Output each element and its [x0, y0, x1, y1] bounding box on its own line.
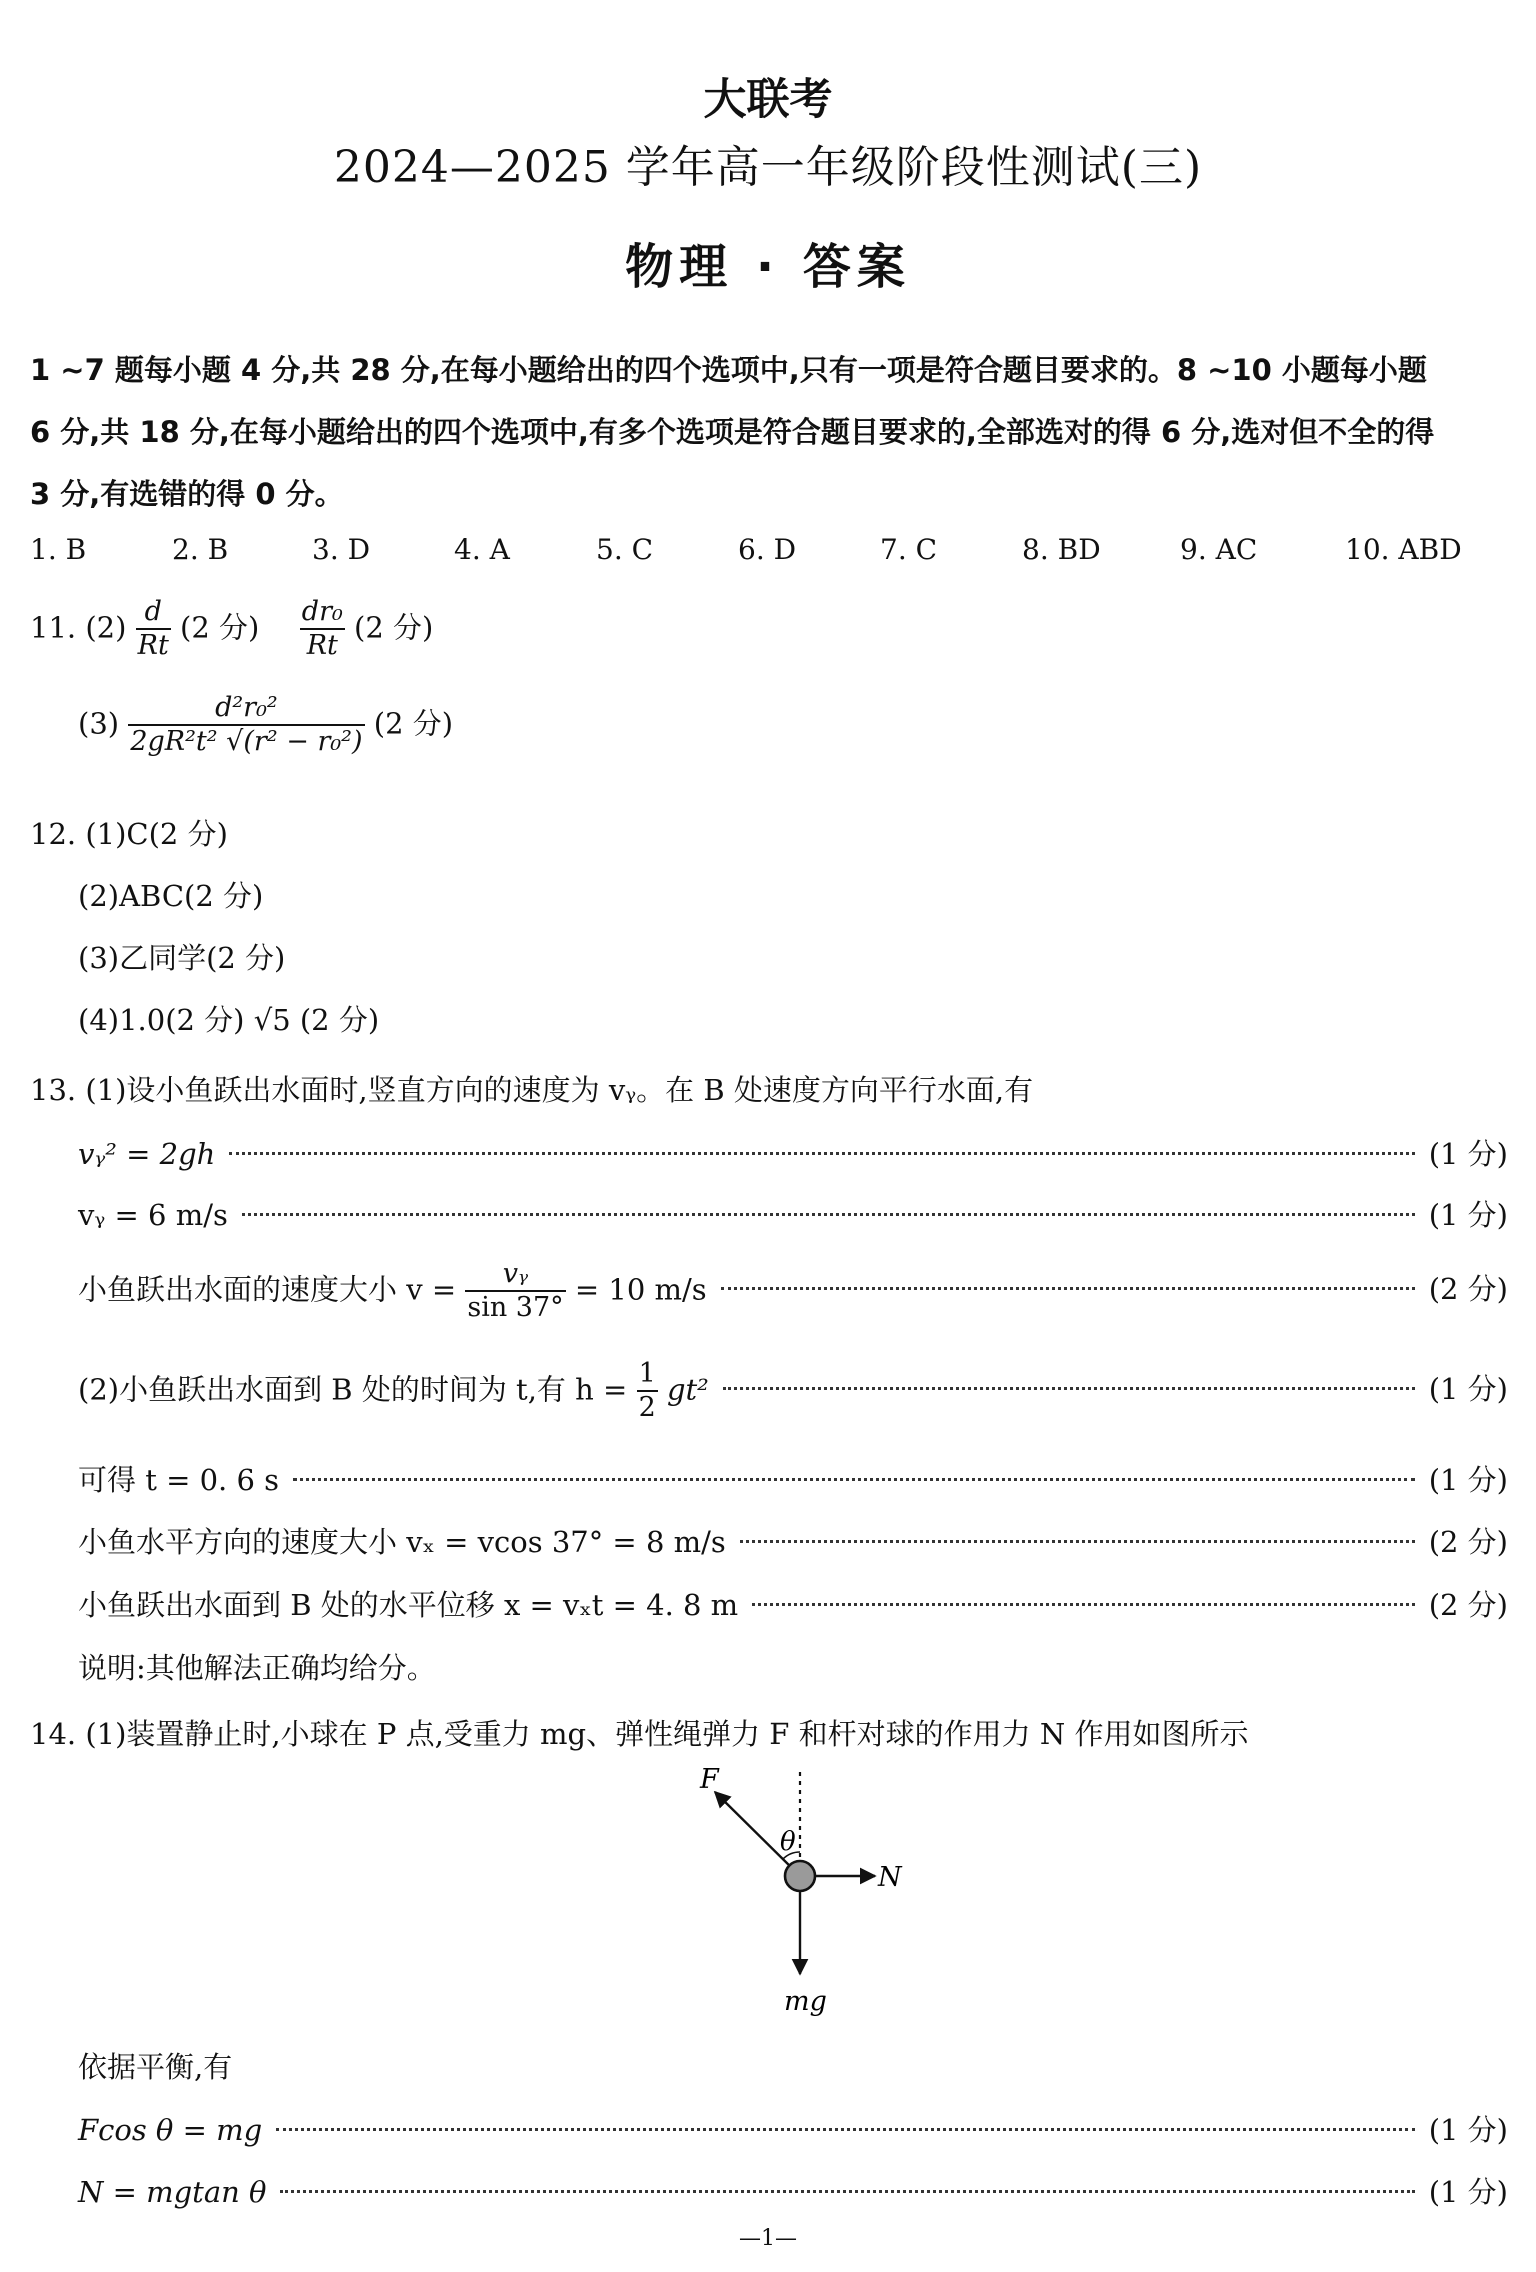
score: (1 分) [1428, 1137, 1508, 1171]
equation: Fcos θ = mg [78, 2113, 263, 2147]
score: (1 分) [1428, 2113, 1508, 2147]
q13-line-5 [78, 1458, 1508, 1499]
equation: vᵧ² = 2gh [78, 1137, 216, 1171]
instruction-line-3: 3 分,有选错的得 0 分。 [30, 477, 344, 511]
q11-part3-label: (3) [78, 706, 120, 741]
ball [785, 1861, 815, 1891]
org-title: 大联考 [703, 75, 833, 125]
choice-answer: 10. ABD [1345, 533, 1462, 566]
q13-line-7 [78, 1583, 1508, 1624]
q14-balance: 依据平衡,有 [78, 2050, 233, 2084]
dot-leader [280, 2190, 1414, 2193]
q11-fraction-2 [300, 596, 345, 663]
q13-note: 说明:其他解法正确均给分。 [78, 1651, 436, 1685]
equation: 小鱼水平方向的速度大小 vₓ = vcos 37° = 8 m/s [78, 1525, 726, 1559]
choice-answer: 2. B [172, 533, 229, 566]
equation: 可得 t = 0. 6 s [78, 1463, 280, 1497]
instruction-line-1: 1 ~7 题每小题 4 分,共 28 分,在每小题给出的四个选项中,只有一项是符合题目要求的。8 ~10 小题每小题 [30, 353, 1427, 387]
choice-answer: 5. C [596, 533, 654, 566]
choice-answer: 3. D [312, 533, 371, 566]
q14-line-1 [78, 2108, 1508, 2149]
dot-leader [242, 1213, 1415, 1216]
equation [78, 1358, 709, 1425]
dot-leader [721, 1287, 1415, 1290]
fraction-numerator: 1 [637, 1358, 658, 1392]
score: (2 分) [1428, 1272, 1508, 1307]
fraction-numerator: dr₀ [300, 596, 345, 630]
q12-part3: (3)乙同学(2 分) [78, 941, 286, 975]
dot-leader [293, 1478, 1415, 1481]
q11-part3 [78, 692, 453, 759]
page-number: —1— [739, 2226, 797, 2251]
q13-line-2 [78, 1193, 1508, 1234]
label-theta: θ [780, 1827, 796, 1857]
velocity-fraction [465, 1258, 565, 1325]
q13-line-1 [78, 1132, 1508, 1173]
q13-intro: 13. (1)设小鱼跃出水面时,竖直方向的速度为 vᵧ。在 B 处速度方向平行水面,有 [30, 1073, 1034, 1107]
subject-title: 物理 · 答案 [625, 239, 911, 295]
score: (1 分) [1428, 1463, 1508, 1497]
equation [78, 1258, 707, 1325]
q13-line-3 [78, 1258, 1508, 1325]
half-fraction [637, 1358, 658, 1425]
choice-answer: 7. C [880, 533, 938, 566]
fraction-denominator: 2gR²t² √(r² − r₀²) [130, 726, 363, 758]
score: (1 分) [1428, 2175, 1508, 2209]
q11-fraction-3 [128, 692, 364, 759]
score: (2 分) [1428, 1525, 1508, 1559]
label-mg: mg [784, 1986, 827, 2017]
score: (1 分) [1428, 1198, 1508, 1232]
q13-line-6 [78, 1520, 1508, 1561]
fraction-denominator: sin 37° [467, 1292, 564, 1324]
choice-answer: 6. D [738, 533, 797, 566]
equation-text: 小鱼跃出水面的速度大小 v = [78, 1272, 457, 1307]
dot-leader [740, 1540, 1415, 1543]
dot-leader [229, 1152, 1414, 1155]
instruction-line-2: 6 分,共 18 分,在每小题给出的四个选项中,有多个选项是符合题目要求的,全部选对的得 6 分,选对但不全的得 [30, 415, 1435, 449]
exam-title: 2024—2025 学年高一年级阶段性测试(三) [333, 142, 1203, 193]
q14-intro: 14. (1)装置静止时,小球在 P 点,受重力 mg、弹性绳弹力 F 和杆对球的作用力 N 作用如图所示 [30, 1717, 1249, 1751]
q11-score-3: (2 分) [373, 706, 454, 741]
q14-line-2 [78, 2170, 1508, 2211]
label-f: F [700, 1764, 719, 1795]
force-diagram [680, 1752, 920, 2022]
score: (2 分) [1428, 1588, 1508, 1622]
q11-score-1: (2 分) [180, 610, 260, 645]
choice-answer: 9. AC [1180, 533, 1258, 566]
q11-score-2: (2 分) [354, 610, 434, 645]
equation: N = mgtan θ [78, 2175, 267, 2209]
fraction-denominator: Rt [137, 630, 169, 662]
equation: 小鱼跃出水面到 B 处的水平位移 x = vₓt = 4. 8 m [78, 1588, 739, 1622]
score: (1 分) [1428, 1372, 1508, 1407]
dot-leader [276, 2128, 1415, 2131]
equation-text: = 10 m/s [574, 1272, 707, 1307]
dot-leader [723, 1387, 1415, 1390]
fraction-numerator: d [136, 596, 171, 630]
equation-text: (2)小鱼跃出水面到 B 处的时间为 t,有 h = [78, 1372, 628, 1407]
fraction-denominator: Rt [306, 630, 338, 662]
choice-answer: 4. A [454, 533, 510, 566]
q12-part4: (4)1.0(2 分) √5 (2 分) [78, 1003, 380, 1037]
dot-leader [752, 1603, 1415, 1606]
q11-fraction-1 [136, 596, 171, 663]
choice-answer: 8. BD [1022, 533, 1101, 566]
fraction-numerator: d²r₀² [128, 692, 364, 726]
q11-label: 11. (2) [30, 610, 127, 645]
fraction-denominator: 2 [638, 1392, 656, 1424]
q12-part2: (2)ABC(2 分) [78, 879, 264, 913]
q12-part1: 12. (1)C(2 分) [30, 817, 228, 851]
q13-line-4 [78, 1358, 1508, 1425]
fraction-numerator: vᵧ [465, 1258, 565, 1292]
q11-part2 [30, 596, 433, 663]
equation-text: gt² [666, 1372, 709, 1407]
equation: vᵧ = 6 m/s [78, 1198, 228, 1232]
choice-answer: 1. B [30, 533, 87, 566]
label-n: N [878, 1862, 902, 1893]
